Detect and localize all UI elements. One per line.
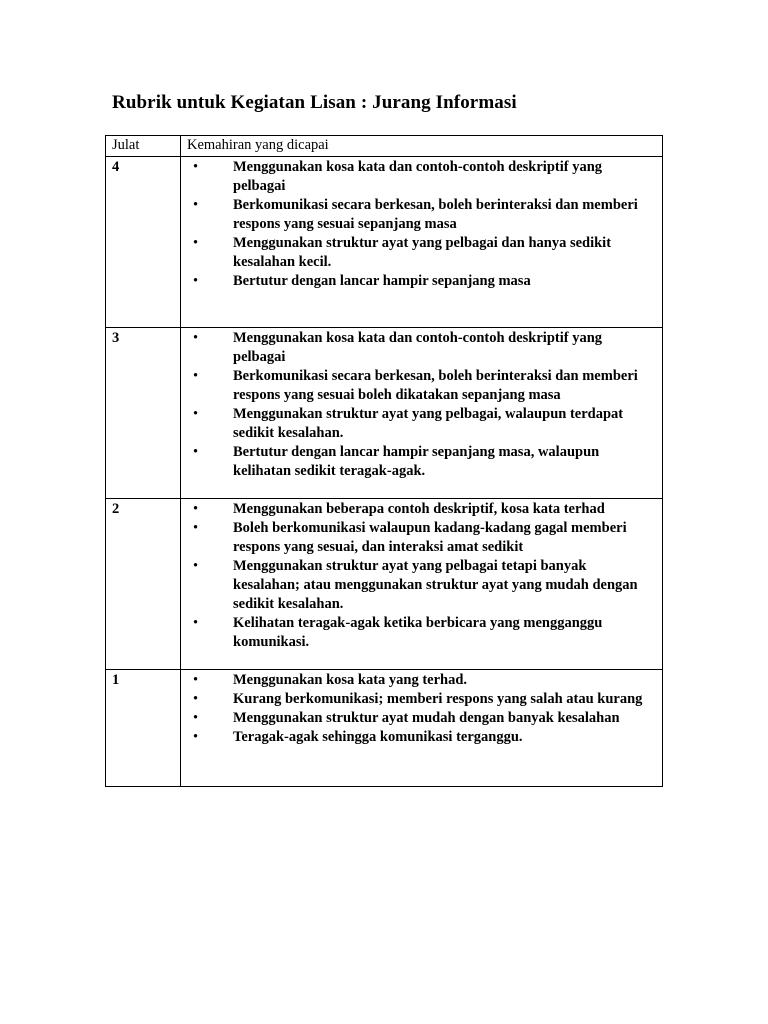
bullet-icon: • xyxy=(193,558,199,574)
skills-list xyxy=(181,158,656,291)
skill-text: Teragak-agak sehingga komunikasi terganggu. xyxy=(233,729,523,745)
level-cell: 4 xyxy=(106,157,181,328)
list-item xyxy=(181,367,656,405)
skills-cell xyxy=(181,670,663,787)
table-row xyxy=(106,157,663,328)
skills-cell xyxy=(181,499,663,670)
level-cell: 2 xyxy=(106,499,181,670)
list-item xyxy=(181,158,656,196)
list-item xyxy=(181,329,656,367)
skills-cell xyxy=(181,157,663,328)
rubric-table xyxy=(105,135,663,787)
bullet-icon: • xyxy=(193,615,199,631)
bullet-icon: • xyxy=(193,520,199,536)
list-item xyxy=(181,196,656,234)
bullet-icon: • xyxy=(193,159,199,175)
bullet-icon: • xyxy=(193,691,199,707)
skill-text: Kurang berkomunikasi; memberi respons yang salah atau kurang xyxy=(233,691,643,707)
skill-text: Menggunakan kosa kata yang terhad. xyxy=(233,672,468,688)
skill-text: Menggunakan struktur ayat mudah dengan banyak kesalahan xyxy=(233,710,620,726)
level-cell: 1 xyxy=(106,670,181,787)
skill-text: Menggunakan kosa kata dan contoh-contoh deskriptif yang pelbagai xyxy=(233,159,603,194)
list-item xyxy=(181,614,656,652)
skills-list xyxy=(181,500,656,652)
bullet-icon: • xyxy=(193,235,199,251)
skills-cell xyxy=(181,328,663,499)
list-item xyxy=(181,500,656,519)
list-item xyxy=(181,557,656,614)
skill-text: Bertutur dengan lancar hampir sepanjang masa xyxy=(233,273,531,289)
skill-text: Menggunakan struktur ayat yang pelbagai tetapi banyak kesalahan; atau menggunakan struktur ayat yang mudah dengan sedikit kesalahan. xyxy=(233,558,638,612)
list-item xyxy=(181,690,656,709)
bullet-icon: • xyxy=(193,501,199,517)
skill-text: Bertutur dengan lancar hampir sepanjang masa, walaupun kelihatan sedikit teragak-agak. xyxy=(233,444,600,479)
skill-text: Menggunakan kosa kata dan contoh-contoh deskriptif yang pelbagai xyxy=(233,330,603,365)
header-skills: Kemahiran yang dicapai xyxy=(181,136,663,157)
skill-text: Boleh berkomunikasi walaupun kadang-kadang gagal memberi respons yang sesuai, dan interaksi amat sedikit xyxy=(233,520,627,555)
skills-list xyxy=(181,671,656,747)
bullet-icon: • xyxy=(193,273,199,289)
list-item xyxy=(181,443,656,481)
table-header-row xyxy=(106,136,663,157)
list-item xyxy=(181,728,656,747)
skill-text: Berkomunikasi secara berkesan, boleh berinteraksi dan memberi respons yang sesuai boleh dikatakan sepanjang masa xyxy=(233,368,638,403)
table-row xyxy=(106,328,663,499)
list-item xyxy=(181,405,656,443)
bullet-icon: • xyxy=(193,330,199,346)
bullet-icon: • xyxy=(193,444,199,460)
skill-text: Kelihatan teragak-agak ketika berbicara yang mengganggu komunikasi. xyxy=(233,615,603,650)
skill-text: Menggunakan struktur ayat yang pelbagai, walaupun terdapat sedikit kesalahan. xyxy=(233,406,624,441)
bullet-icon: • xyxy=(193,197,199,213)
header-level: Julat xyxy=(106,136,181,157)
level-cell: 3 xyxy=(106,328,181,499)
table-row xyxy=(106,499,663,670)
skills-list xyxy=(181,329,656,481)
bullet-icon: • xyxy=(193,406,199,422)
table-row xyxy=(106,670,663,787)
bullet-icon: • xyxy=(193,672,199,688)
list-item xyxy=(181,519,656,557)
skill-text: Menggunakan beberapa contoh deskriptif, kosa kata terhad xyxy=(233,501,605,517)
list-item xyxy=(181,671,656,690)
bullet-icon: • xyxy=(193,729,199,745)
bullet-icon: • xyxy=(193,368,199,384)
list-item xyxy=(181,709,656,728)
list-item xyxy=(181,234,656,272)
list-item xyxy=(181,272,656,291)
bullet-icon: • xyxy=(193,710,199,726)
document-title: Rubrik untuk Kegiatan Lisan : Jurang Informasi xyxy=(112,92,517,113)
skill-text: Menggunakan struktur ayat yang pelbagai dan hanya sedikit kesalahan kecil. xyxy=(233,235,612,270)
skill-text: Berkomunikasi secara berkesan, boleh berinteraksi dan memberi respons yang sesuai sepanjang masa xyxy=(233,197,638,232)
